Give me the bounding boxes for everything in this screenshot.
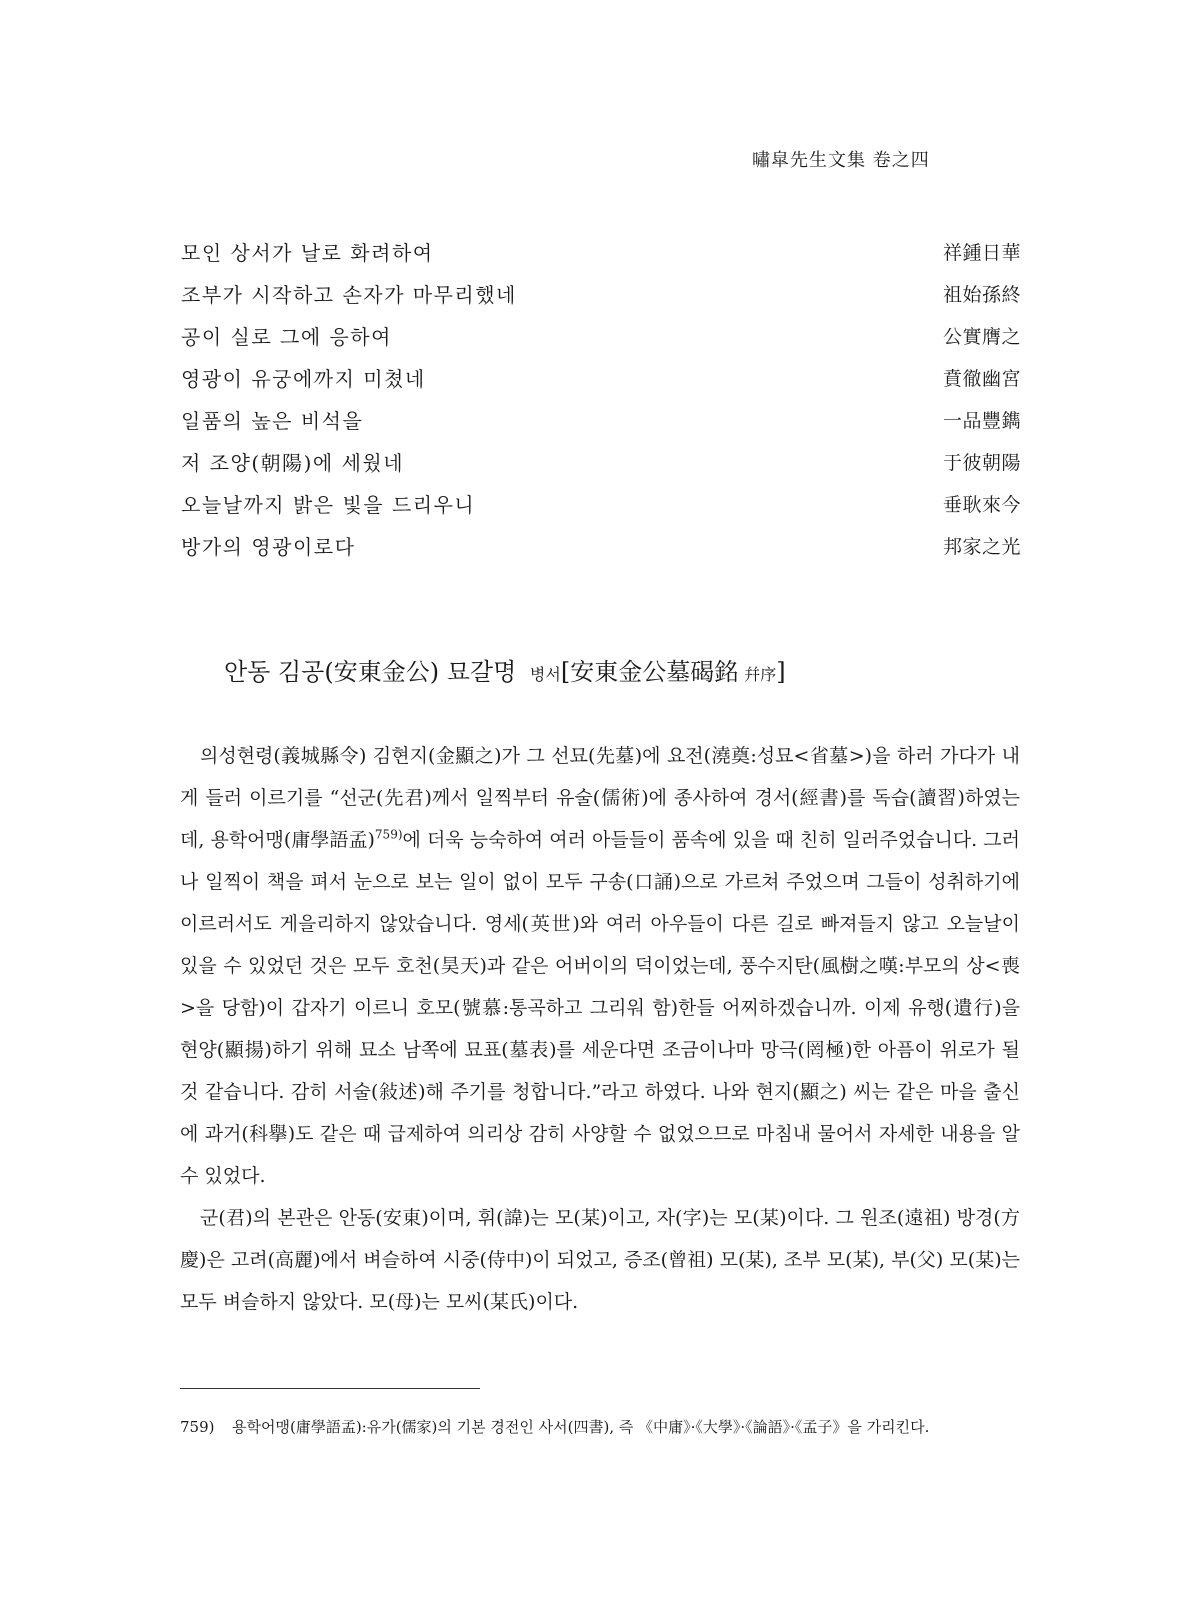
body-text [180, 735, 1020, 1323]
footnote [180, 1416, 1020, 1439]
poem-line-korean: 저 조양(朝陽)에 세웠네 [181, 450, 405, 475]
paragraph [180, 735, 1020, 1197]
poem-line [181, 314, 1021, 356]
poem-line [181, 272, 1021, 314]
section-title-hanja: [安東金公墓碣銘 [560, 658, 739, 686]
poem-line-hanja: 賁徹幽宮 [942, 367, 1021, 390]
poem-line-korean: 방가의 영광이로다 [181, 534, 356, 559]
poem-line-korean: 일품의 높은 비석을 [181, 408, 364, 433]
paragraph-text: 에 더욱 능숙하여 여러 아들들이 품속에 있을 때 친히 일러주었습니다. 그러나 일찍이 책을 펴서 눈으로 보는 일이 없이 모두 구송(口誦)으로 가르쳐 주었으며 그들이 성취하기에 이르러서도 게을리하지 않았습니다. 영세(英世)와 여러 아우들이 다른 길로 빠져들지 않고 오늘날이 있을 수 있었던 것은 모두 호천(昊天)과 같은 어버이의 덕이었는데, 풍수지탄(風樹之嘆:부모의 상<喪>을 당함)이 갑자기 이르니 호모(號慕:통곡하고 그리워 함)한들 어찌하겠습니까. 이제 유행(遺行)을 현양(顯揚)하기 위해 묘소 남쪽에 묘표(墓表)를 세운다면 조금이나마 망극(罔極)한 아픔이 위로가 될 것 같습니다. 감히 서술(敍述)해 주기를 청합니다.”라고 하였다. 나와 현지(顯之) 씨는 같은 마을 출신에 과거(科擧)도 같은 때 급제하여 의리상 감히 사양할 수 없었으므로 마침내 물어서 자세한 내용을 알 수 있었다. [180, 829, 1020, 1187]
footnote-number: 759) [180, 1418, 215, 1436]
poem-line-korean: 조부가 시작하고 손자가 마무리했네 [181, 282, 517, 307]
poem [181, 230, 1021, 566]
poem-line-korean: 오늘날까지 밝은 빛을 드리우니 [181, 492, 476, 517]
section-subtitle-hanja: 幷序 [744, 665, 777, 684]
section-title-close: ] [776, 658, 786, 686]
poem-line [181, 440, 1021, 482]
section-title [224, 652, 786, 687]
poem-line-korean: 영광이 유궁에까지 미쳤네 [181, 366, 426, 391]
poem-line [181, 356, 1021, 398]
poem-line-hanja: 垂耿來今 [942, 493, 1021, 516]
poem-line-hanja: 公實膺之 [942, 325, 1021, 348]
paragraph: 군(君)의 본관은 안동(安東)이며, 휘(諱)는 모(某)이고, 자(字)는 모(某)이다. 그 원조(遠祖) 방경(方慶)은 고려(高麗)에서 벼슬하여 시중(侍中)이 되었고, 증조(曾祖) 모(某), 조부 모(某), 부(父) 모(某)는 모두 벼슬하지 않았다. 모(母)는 모씨(某氏)이다. [180, 1207, 1020, 1313]
footnote-divider [180, 1388, 480, 1389]
running-header: 嘯皐先生文集 卷之四 [752, 150, 930, 171]
section-subtitle-korean: 병서 [529, 665, 561, 684]
poem-line-hanja: 祥鍾日華 [942, 241, 1021, 264]
poem-line [181, 398, 1021, 440]
poem-line-korean: 모인 상서가 날로 화려하여 [181, 240, 434, 265]
footnote-text: 용학어맹(庸學語孟):유가(儒家)의 기본 경전인 사서(四書), 즉 《中庸》·《大學》·《論語》·《孟子》을 가리킨다. [232, 1418, 930, 1436]
footnote-reference: 759) [374, 827, 403, 842]
poem-line-hanja: 于彼朝陽 [942, 451, 1021, 474]
poem-line [181, 524, 1021, 566]
poem-line-hanja: 祖始孫終 [942, 283, 1021, 306]
paragraph-text: 의성현령(義城縣令) 김현지(金顯之)가 그 선묘(先墓)에 요전(澆奠:성묘<省墓>)을 하러 가다가 내게 들러 이르기를 “선군(先君)께서 일찍부터 유술(儒術)에 종사하여 경서(經書)를 독습(讀習)하였는데, 용학어맹(庸學語孟) [180, 745, 1020, 851]
poem-line-hanja: 一品豐鐫 [942, 409, 1021, 432]
section-title-korean: 안동 김공(安東金公) 묘갈명 [224, 658, 517, 686]
poem-line [181, 230, 1021, 272]
poem-line-hanja: 邦家之光 [942, 535, 1021, 558]
poem-line-korean: 공이 실로 그에 응하여 [181, 324, 392, 349]
poem-line [181, 482, 1021, 524]
